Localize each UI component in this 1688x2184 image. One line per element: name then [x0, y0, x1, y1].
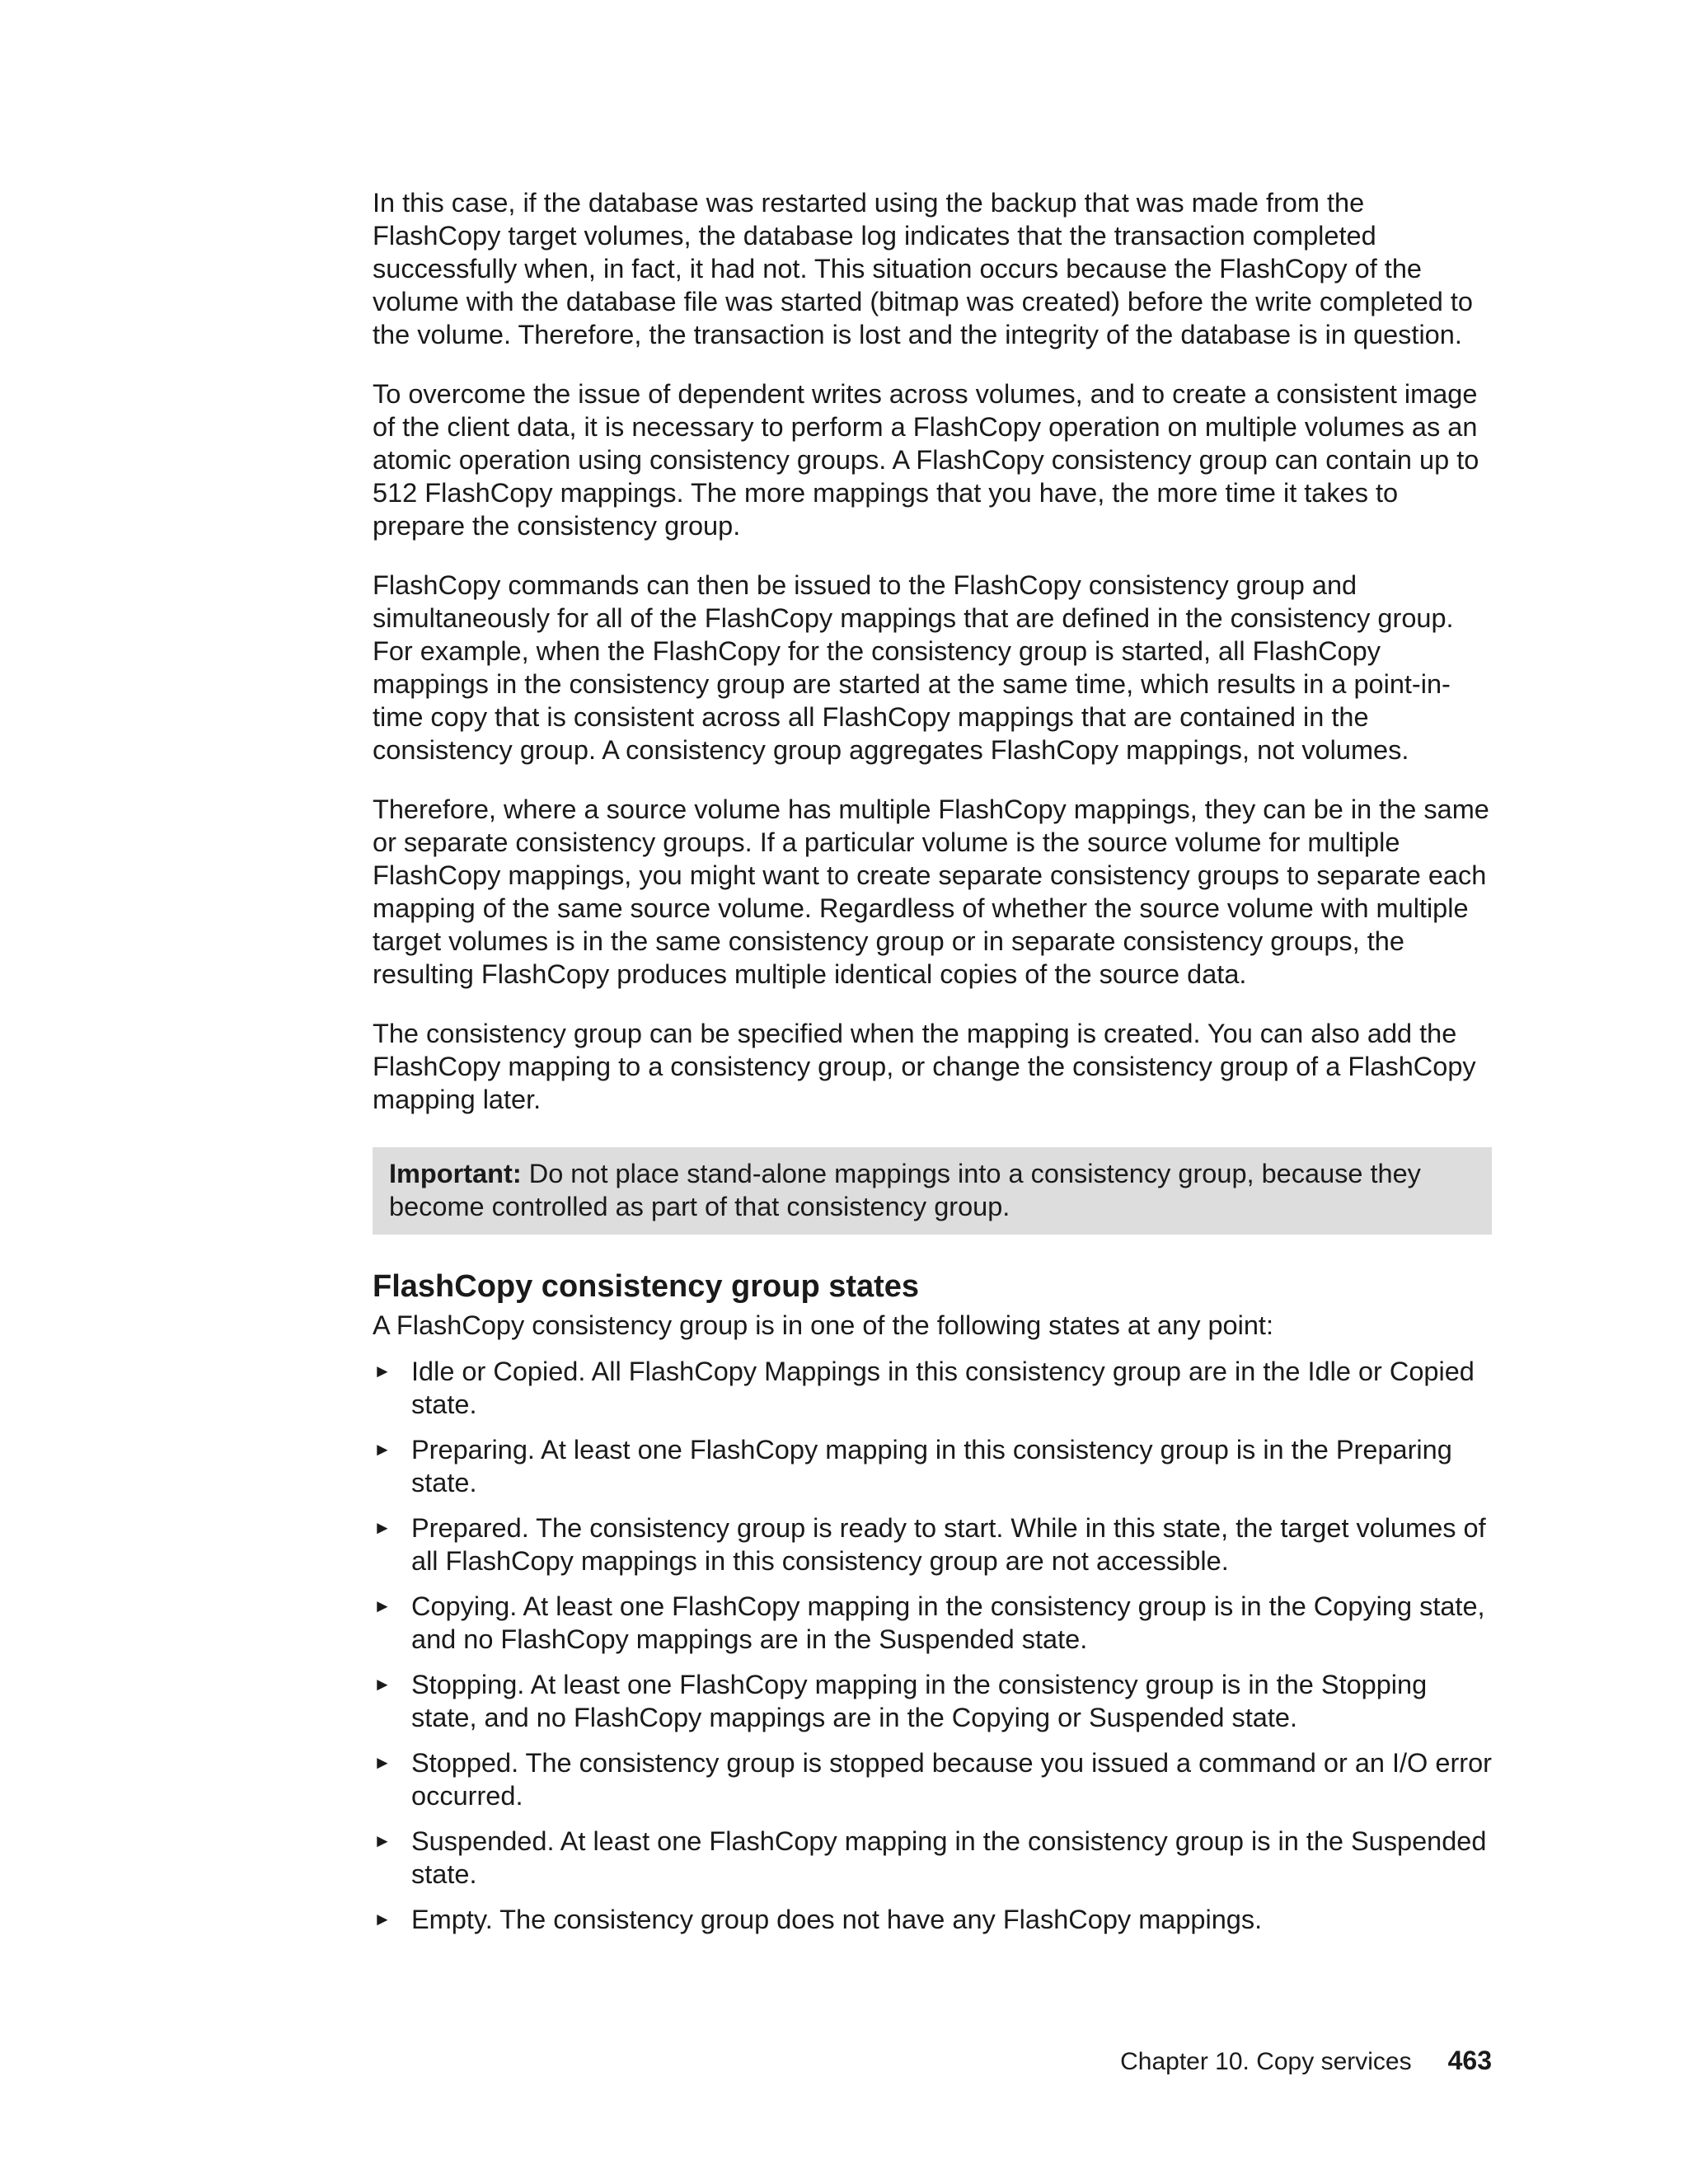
bullet-arrow-icon: ► [373, 1830, 392, 1851]
page-number: 463 [1447, 2046, 1492, 2075]
section-title: FlashCopy consistency group states [373, 1269, 920, 1304]
list-item [373, 1433, 1492, 1499]
list-item-text: Prepared. The consistency group is ready to start. While in this state, the target volumes of all FlashCopy mappings in this consistency group are not accessible. [411, 1513, 1486, 1576]
list-item [373, 1668, 1492, 1734]
page-content [373, 186, 1492, 1948]
list-item-text: Suspended. At least one FlashCopy mapping in the consistency group is in the Suspended state. [411, 1826, 1487, 1889]
paragraph-flashcopy-commands: FlashCopy commands can then be issued to the FlashCopy consistency group and simultaneously for all of the FlashCopy mappings that are defined in the consistency group. For example, when the FlashCopy for the consistency group is started, all FlashCopy mappings in the consistency group are started at the same time, which results in a point-in-time copy that is consistent across all FlashCopy mappings that are contained in the consistency group. A consistency group aggregates FlashCopy mappings, not volumes. [373, 570, 1454, 765]
bullet-arrow-icon: ► [373, 1596, 392, 1616]
list-item [373, 1511, 1492, 1577]
list-item-text: Stopped. The consistency group is stopped because you issued a command or an I/O error occurred. [411, 1748, 1492, 1811]
list-item [373, 1590, 1492, 1656]
bullet-arrow-icon: ► [373, 1674, 392, 1694]
bullet-arrow-icon: ► [373, 1439, 392, 1460]
list-item-text: Idle or Copied. All FlashCopy Mappings in this consistency group are in the Idle or Copied state. [411, 1357, 1475, 1419]
list-item [373, 1903, 1492, 1936]
list-item [373, 1825, 1492, 1891]
bullet-arrow-icon: ► [373, 1752, 392, 1773]
list-item [373, 1746, 1492, 1812]
list-item-text: Preparing. At least one FlashCopy mapping in this consistency group is in the Preparing state. [411, 1435, 1452, 1497]
bullet-arrow-icon: ► [373, 1517, 392, 1538]
important-note-text: Do not place stand-alone mappings into a consistency group, because they become controlled as part of that consistency group. [389, 1159, 1421, 1221]
section-intro: A FlashCopy consistency group is in one of the following states at any point: [373, 1310, 1273, 1340]
paragraph-database-restart: In this case, if the database was restarted using the backup that was made from the FlashCopy target volumes, the database log indicates that the transaction completed successfully when, in fact, it had not. This situation occurs because the FlashCopy of the volume with the database file was started (bitmap was created) before the write completed to the volume. Therefore, the transaction is lost and the integrity of the database is in question. [373, 188, 1473, 349]
paragraph-source-volume-mappings: Therefore, where a source volume has multiple FlashCopy mappings, they can be in the same or separate consistency groups. If a particular volume is the source volume for multiple FlashCopy mappings, you might want to create separate consistency groups to separate each mapping of the same source volume. Regardless of whether the source volume with multiple target volumes is in the same consistency group or in separate consistency groups, the resulting FlashCopy produces multiple identical copies of the source data. [373, 794, 1489, 989]
paragraph-consistency-group-specified: The consistency group can be specified when the mapping is created. You can also add the FlashCopy mapping to a consistency group, or change the consistency group of a FlashCopy mapping later. [373, 1019, 1476, 1114]
list-item-text: Empty. The consistency group does not have any FlashCopy mappings. [411, 1905, 1263, 1934]
bullet-arrow-icon: ► [373, 1909, 392, 1929]
important-note-label: Important: [389, 1159, 522, 1188]
page-footer [1120, 2044, 1492, 2079]
list-item [373, 1355, 1492, 1421]
bullet-arrow-icon: ► [373, 1361, 392, 1381]
list-item-text: Copying. At least one FlashCopy mapping in the consistency group is in the Copying state, and no FlashCopy mappings are in the Suspended state. [411, 1591, 1485, 1654]
important-note [373, 1147, 1492, 1235]
state-list [373, 1355, 1492, 1936]
list-item-text: Stopping. At least one FlashCopy mapping in the consistency group is in the Stopping state, and no FlashCopy mappings are in the Copying or Suspended state. [411, 1670, 1428, 1732]
paragraph-dependent-writes: To overcome the issue of dependent writes across volumes, and to create a consistent image of the client data, it is necessary to perform a FlashCopy operation on multiple volumes as an atomic operation using consistency groups. A FlashCopy consistency group can contain up to 512 FlashCopy mappings. The more mappings that you have, the more time it takes to prepare the consistency group. [373, 379, 1479, 541]
footer-chapter-title: Chapter 10. Copy services [1120, 2048, 1412, 2075]
